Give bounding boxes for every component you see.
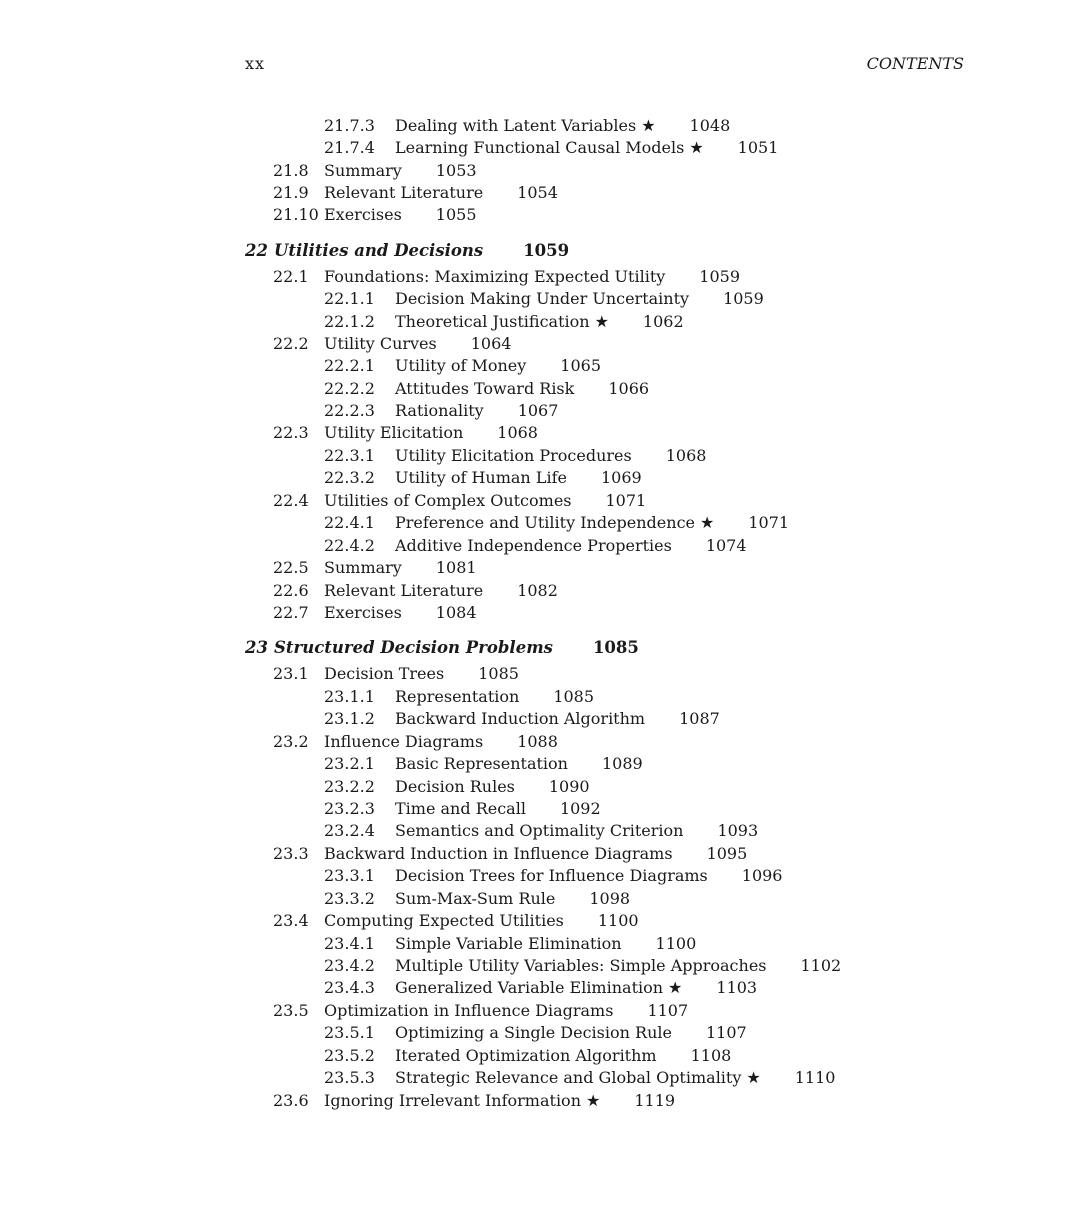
entry-title-group — [324, 266, 740, 288]
entry-page-number: 1082 — [517, 581, 558, 600]
entry-title-group — [324, 1090, 675, 1112]
entry-title: Preference and Utility Independence — [395, 513, 695, 532]
entry-title-group — [395, 400, 558, 422]
entry-title: Structured Decision Problems — [274, 638, 553, 657]
entry-title-group — [395, 798, 601, 820]
entry-number: 23.3.2 — [324, 889, 375, 908]
entry-number: 23.2.2 — [324, 777, 375, 796]
entry-title-group — [395, 445, 706, 467]
entry-page-number: 1092 — [559, 799, 601, 818]
entry-title: Relevant Literature — [324, 581, 484, 600]
entry-title: Dealing with Latent Variables — [395, 116, 637, 135]
entry-title: Ignoring Irrelevant Information — [324, 1091, 581, 1110]
entry-page-number: 1068 — [497, 423, 538, 442]
entry-title-group — [324, 490, 646, 512]
entry-title: Strategic Relevance and Global Optimality — [395, 1068, 742, 1087]
entry-number: 23.3.1 — [324, 866, 375, 885]
entry-title: Utility of Human Life — [395, 468, 567, 487]
entry-title: Backward Induction Algorithm — [395, 709, 646, 728]
entry-number: 21.9 — [273, 183, 309, 202]
entry-page-number: 1069 — [600, 468, 642, 487]
entry-page-number: 1119 — [634, 1091, 676, 1110]
entry-title: Semantics and Optimality Criterion — [395, 821, 684, 840]
entry-number: 23.2.4 — [324, 821, 375, 840]
entry-number: 22.6 — [273, 581, 309, 600]
entry-title: Additive Independence Properties — [395, 536, 672, 555]
entry-title-group — [324, 843, 747, 865]
entry-number: 22.3.2 — [324, 468, 375, 487]
entry-title: Utilities and Decisions — [274, 241, 484, 260]
entry-page-number: 1059 — [723, 289, 764, 308]
entry-title-group — [324, 422, 538, 444]
entry-number: 23.4 — [273, 911, 309, 930]
entry-page-number: 1090 — [548, 777, 590, 796]
entry-title: Rationality — [395, 401, 484, 420]
entry-title-group — [324, 160, 477, 182]
entry-title-group — [395, 977, 757, 999]
entry-page-number: 1059 — [699, 267, 741, 286]
entry-page-number: 1081 — [435, 558, 477, 577]
entry-number: 22.2.1 — [324, 356, 375, 375]
entry-page-number: 1066 — [608, 379, 650, 398]
entry-title-group — [395, 753, 643, 775]
entry-title-group — [324, 333, 511, 355]
entry-title-group — [324, 182, 558, 204]
entry-title-group — [395, 686, 594, 708]
entry-page-number: 1096 — [741, 866, 783, 885]
entry-number: 23.1.2 — [324, 709, 375, 728]
entry-page-number: 1071 — [605, 491, 647, 510]
entry-page-number: 1071 — [748, 513, 790, 532]
entry-number: 22.2 — [273, 334, 309, 353]
star-icon: ★ — [700, 513, 715, 532]
entry-title: Generalized Variable Elimination — [395, 978, 664, 997]
entry-title: Multiple Utility Variables: Simple Approaches — [395, 956, 767, 975]
entry-number: 23.4.2 — [324, 956, 375, 975]
entry-title-group — [395, 1022, 747, 1044]
star-icon: ★ — [594, 312, 609, 331]
entry-title-group — [395, 378, 649, 400]
entry-title-group — [324, 663, 519, 685]
entry-page-number: 1059 — [523, 241, 570, 260]
entry-number: 23.2.1 — [324, 754, 375, 773]
entry-page-number: 1065 — [560, 356, 602, 375]
running-title: CONTENTS — [866, 54, 964, 73]
entry-number: 23.1 — [273, 664, 309, 683]
entry-number: 23 — [245, 638, 268, 657]
entry-title: Influence Diagrams — [324, 732, 484, 751]
entry-title-group — [324, 602, 477, 624]
entry-page-number: 1085 — [478, 664, 519, 683]
entry-page-number: 1054 — [517, 183, 558, 202]
entry-page-number: 1100 — [597, 911, 639, 930]
entry-title: Exercises — [324, 205, 402, 224]
entry-title-group — [395, 535, 747, 557]
entry-number: 22.1.2 — [324, 312, 375, 331]
entry-page-number: 1055 — [435, 205, 477, 224]
entry-title-group — [274, 240, 569, 262]
entry-number: 21.7.4 — [324, 138, 375, 157]
entry-title: Utilities of Complex Outcomes — [324, 491, 572, 510]
entry-title-group — [324, 910, 639, 932]
entry-number: 21.10 — [273, 205, 319, 224]
star-icon: ★ — [641, 116, 656, 135]
entry-number: 22.4 — [273, 491, 309, 510]
entry-number: 21.8 — [273, 161, 309, 180]
entry-title: Exercises — [324, 603, 402, 622]
entry-number: 22.3 — [273, 423, 309, 442]
entry-title: Decision Rules — [395, 777, 515, 796]
entry-title-group — [324, 580, 558, 602]
entry-title: Computing Expected Utilities — [324, 911, 564, 930]
entry-page-number: 1103 — [716, 978, 758, 997]
entry-title-group — [395, 1045, 731, 1067]
entry-number: 22.1 — [273, 267, 309, 286]
entry-title-group — [395, 933, 696, 955]
entry-page-number: 1100 — [655, 934, 697, 953]
entry-title-group — [324, 557, 477, 579]
entry-title-group — [395, 288, 764, 310]
entry-page-number: 1107 — [705, 1023, 747, 1042]
entry-page-number: 1108 — [690, 1046, 732, 1065]
page-number: xx — [245, 54, 266, 73]
entry-number: 22.1.1 — [324, 289, 375, 308]
entry-title: Optimization in Influence Diagrams — [324, 1001, 614, 1020]
entry-title: Iterated Optimization Algorithm — [395, 1046, 657, 1065]
entry-number: 23.4.3 — [324, 978, 375, 997]
entry-title: Summary — [324, 558, 402, 577]
entry-number: 22.2.2 — [324, 379, 375, 398]
entry-title-group — [395, 137, 778, 159]
entry-number: 22 — [245, 241, 268, 260]
entry-title-group — [395, 888, 630, 910]
entry-number: 22.4.2 — [324, 536, 375, 555]
entry-title: Theoretical Justification — [395, 312, 590, 331]
entry-page-number: 1074 — [705, 536, 747, 555]
star-icon: ★ — [689, 138, 704, 157]
entry-number: 23.2.3 — [324, 799, 375, 818]
entry-title: Utility Elicitation — [324, 423, 464, 442]
entry-title: Sum-Max-Sum Rule — [395, 889, 556, 908]
entry-title-group — [395, 512, 789, 534]
entry-title: Attitudes Toward Risk — [395, 379, 575, 398]
entry-title-group — [395, 467, 642, 489]
entry-title-group — [395, 820, 758, 842]
entry-number: 23.3 — [273, 844, 309, 863]
entry-number: 22.7 — [273, 603, 309, 622]
entry-title-group — [395, 311, 684, 333]
entry-title: Decision Trees — [324, 664, 445, 683]
entry-title: Basic Representation — [395, 754, 568, 773]
entry-title: Foundations: Maximizing Expected Utility — [324, 267, 666, 286]
entry-page-number: 1068 — [665, 446, 707, 465]
entry-page-number: 1095 — [706, 844, 748, 863]
entry-page-number: 1051 — [737, 138, 779, 157]
entry-page-number: 1110 — [794, 1068, 836, 1087]
entry-number: 22.4.1 — [324, 513, 375, 532]
entry-title: Simple Variable Elimination — [395, 934, 622, 953]
star-icon: ★ — [746, 1068, 761, 1087]
entry-number: 23.1.1 — [324, 687, 375, 706]
entry-number: 23.2 — [273, 732, 309, 751]
entry-title-group — [395, 865, 782, 887]
entry-page-number: 1089 — [601, 754, 643, 773]
star-icon: ★ — [586, 1091, 601, 1110]
entry-number: 21.7.3 — [324, 116, 375, 135]
entry-title-group — [324, 204, 477, 226]
entry-page-number: 1088 — [517, 732, 558, 751]
entry-number: 23.6 — [273, 1091, 309, 1110]
entry-title-group — [395, 955, 841, 977]
entry-page-number: 1084 — [435, 603, 477, 622]
entry-title: Decision Trees for Influence Diagrams — [395, 866, 708, 885]
entry-title: Relevant Literature — [324, 183, 484, 202]
star-icon: ★ — [668, 978, 683, 997]
entry-number: 23.4.1 — [324, 934, 375, 953]
entry-number: 23.5.3 — [324, 1068, 375, 1087]
entry-page-number: 1067 — [517, 401, 559, 420]
entry-number: 23.5.1 — [324, 1023, 375, 1042]
entry-page-number: 1107 — [647, 1001, 689, 1020]
entry-title-group — [324, 1000, 688, 1022]
entry-title: Backward Induction in Influence Diagrams — [324, 844, 673, 863]
entry-title: Utility Curves — [324, 334, 437, 353]
entry-page-number: 1062 — [642, 312, 684, 331]
entry-page-number: 1053 — [435, 161, 477, 180]
entry-page-number: 1064 — [470, 334, 512, 353]
entry-title: Summary — [324, 161, 402, 180]
entry-title: Optimizing a Single Decision Rule — [395, 1023, 672, 1042]
entry-title: Decision Making Under Uncertainty — [395, 289, 690, 308]
entry-title: Utility Elicitation Procedures — [395, 446, 632, 465]
entry-title-group — [395, 1067, 835, 1089]
entry-page-number: 1048 — [689, 116, 731, 135]
entry-page-number: 1085 — [592, 638, 639, 657]
entry-page-number: 1087 — [679, 709, 720, 728]
entry-page-number: 1102 — [800, 956, 842, 975]
entry-page-number: 1093 — [717, 821, 759, 840]
entry-number: 22.5 — [273, 558, 309, 577]
entry-number: 23.5.2 — [324, 1046, 375, 1065]
entry-number: 22.2.3 — [324, 401, 375, 420]
entry-number: 23.5 — [273, 1001, 309, 1020]
entry-title-group — [395, 776, 590, 798]
entry-page-number: 1098 — [589, 889, 631, 908]
entry-title-group — [274, 637, 639, 659]
entry-title: Representation — [395, 687, 520, 706]
entry-title: Learning Functional Causal Models — [395, 138, 685, 157]
entry-title-group — [324, 731, 558, 753]
entry-page-number: 1085 — [553, 687, 595, 706]
entry-title-group — [395, 355, 601, 377]
entry-number: 22.3.1 — [324, 446, 375, 465]
entry-title: Utility of Money — [395, 356, 527, 375]
entry-title-group — [395, 708, 720, 730]
entry-title-group — [395, 115, 730, 137]
entry-title: Time and Recall — [395, 799, 526, 818]
